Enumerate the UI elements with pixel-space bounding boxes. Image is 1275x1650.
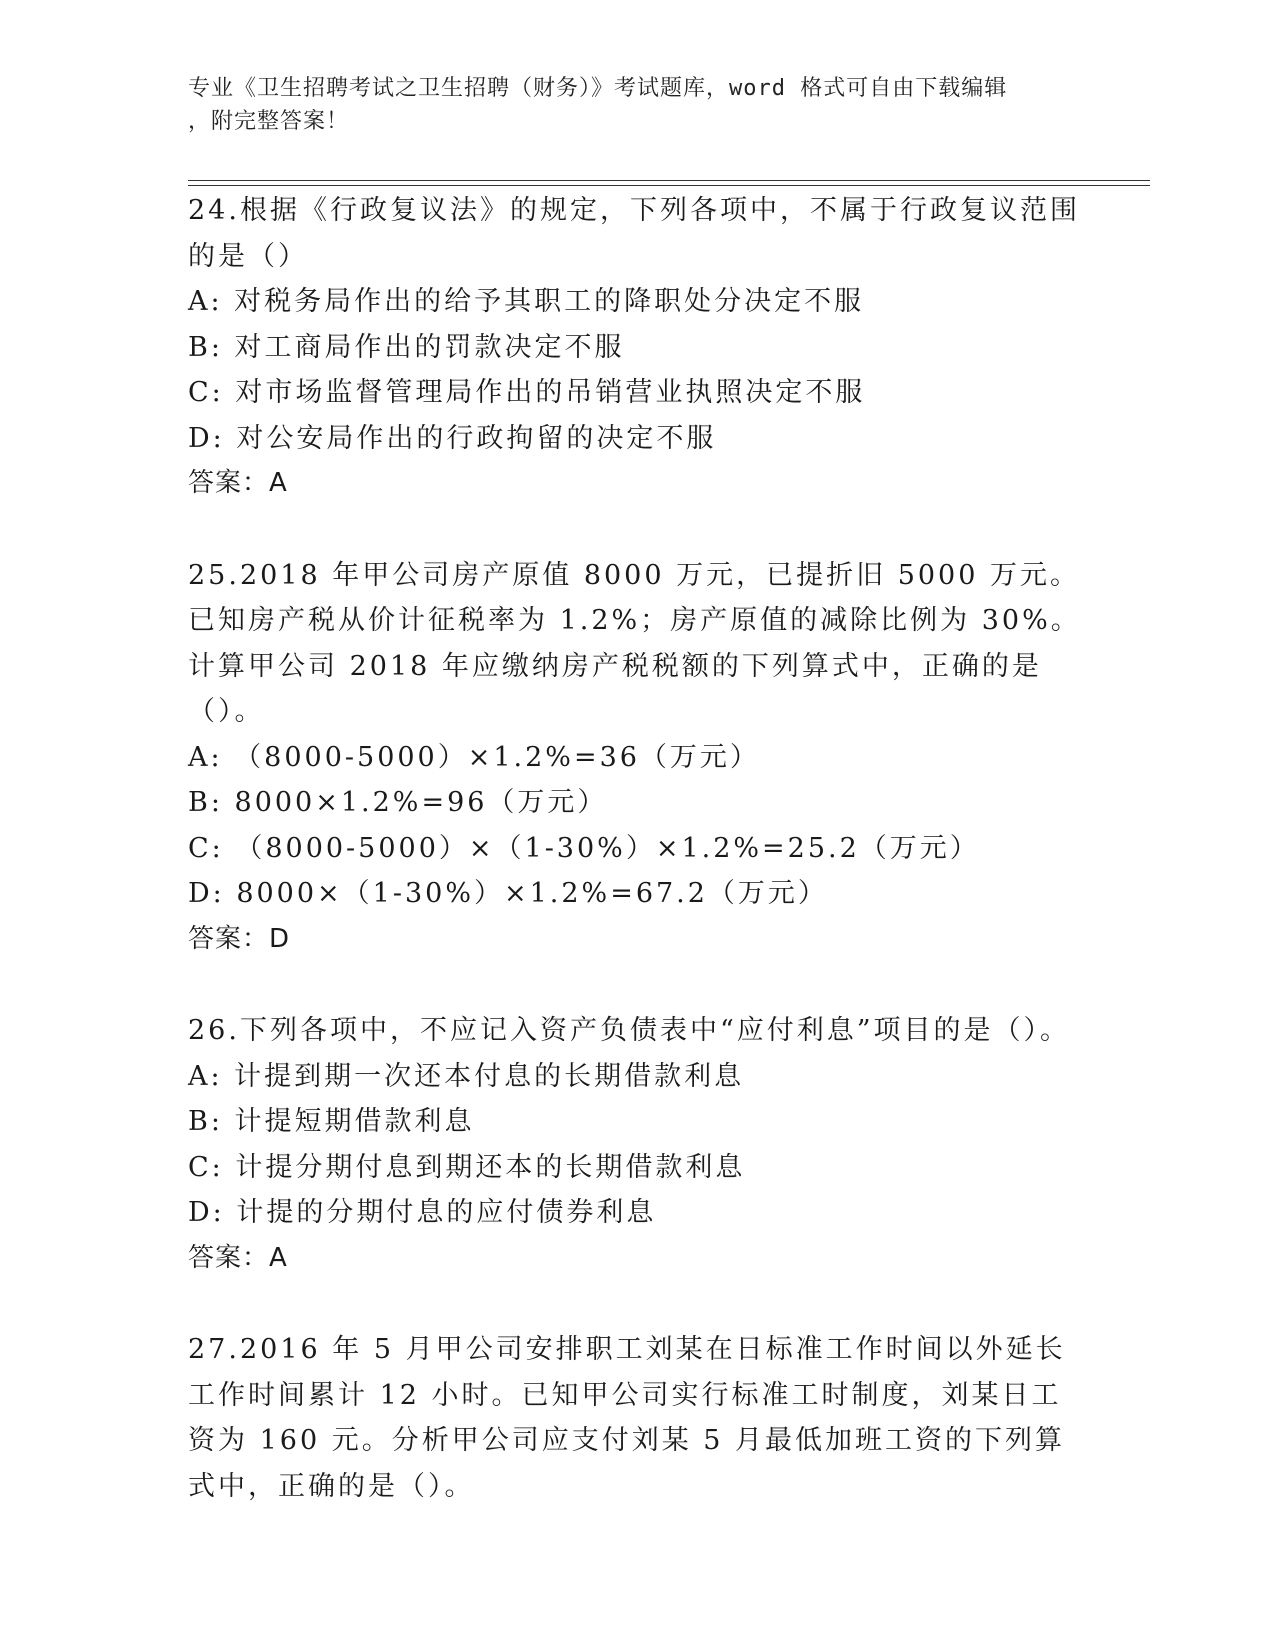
document-header (188, 72, 1088, 138)
option-c: C: 对市场监督管理局作出的吊销营业执照决定不服 (188, 377, 866, 408)
question-26 (188, 1008, 1088, 1281)
question-stem: 24.根据《行政复议法》的规定，下列各项中，不属于行政复议范围的是（） (188, 195, 1080, 272)
option-a: A: 对税务局作出的给予其职工的降职处分决定不服 (188, 286, 865, 317)
question-stem: 27.2016 年 5 月甲公司安排职工刘某在日标准工作时间以外延长工作时间累计 12 小时。已知甲公司实行标准工时制度，刘某日工资为 160 元。分析甲公司应支付刘某 5 月最低加班工资的下列算式中，正确的是（）。 (188, 1334, 1066, 1502)
option-d: D: 对公安局作出的行政拘留的决定不服 (188, 422, 717, 454)
option-d: D: 计提的分期付息的应付债券利息 (188, 1197, 657, 1228)
header-line-2: ，附完整答案！ (188, 109, 350, 134)
answer-text: 答案：D (188, 923, 291, 954)
header-divider-bottom (188, 185, 1150, 186)
question-27 (188, 1327, 1088, 1509)
answer-text: 答案：A (188, 468, 288, 498)
option-b: B: 8000×1.2%=96（万元） (188, 787, 608, 818)
question-24 (188, 188, 1088, 507)
option-d: D: 8000×（1-30%）×1.2%=67.2（万元） (188, 878, 828, 909)
header-line-1: 专业《卫生招聘考试之卫生招聘（财务）》考试题库，word 格式可自由下载编辑 (188, 76, 1008, 101)
option-c: C: （8000-5000）×（1-30%）×1.2%=25.2（万元） (188, 832, 980, 864)
answer-text: 答案：A (188, 1242, 288, 1273)
question-stem: 25.2018 年甲公司房产原值 8000 万元，已提折旧 5000 万元。已知房产税从价计征税率为 1.2%；房产原值的减除比例为 30%。计算甲公司 2018 年应缴纳房产税税额的下列算式中，正确的是（）。 (188, 559, 1081, 727)
question-stem: 26.下列各项中，不应记入资产负债表中“应付利息”项目的是（）。 (188, 1015, 1071, 1046)
question-list (188, 188, 1088, 1555)
question-25 (188, 553, 1088, 963)
option-a: A: 计提到期一次还本付息的长期借款利息 (188, 1060, 745, 1092)
option-c: C: 计提分期付息到期还本的长期借款利息 (188, 1151, 746, 1183)
option-b: B: 计提短期借款利息 (188, 1106, 475, 1137)
option-a: A: （8000-5000）×1.2%=36（万元） (188, 741, 760, 773)
header-divider-top (188, 180, 1150, 181)
option-b: B: 对工商局作出的罚款决定不服 (188, 331, 625, 363)
